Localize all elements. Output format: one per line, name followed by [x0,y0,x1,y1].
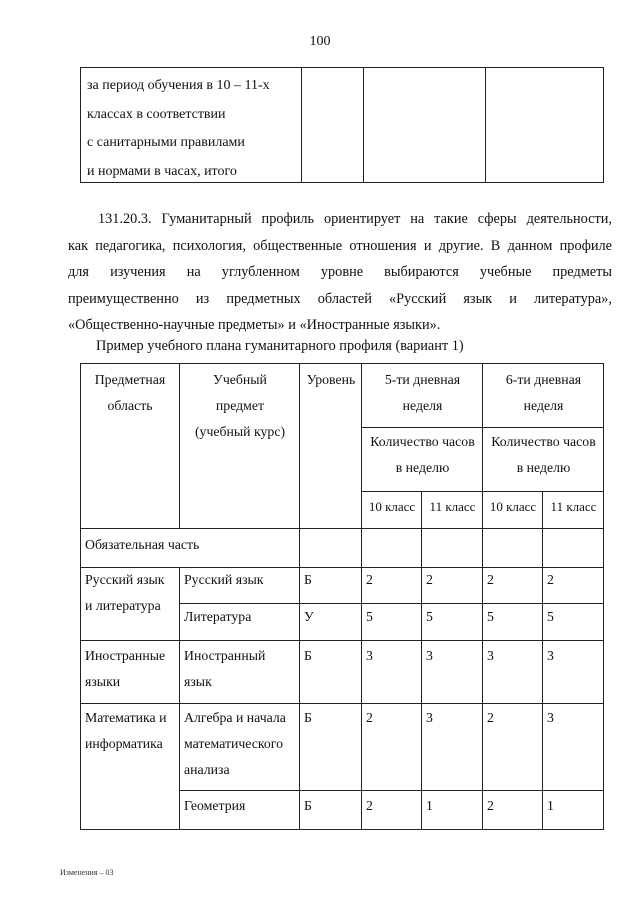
subject-cell: Геометрия [184,798,246,813]
level-cell: Б [304,798,312,813]
subject-cell: Иностранный язык [184,648,266,689]
table-grid-line [80,640,604,641]
hours-cell: 5 [487,609,494,624]
hours-cell: 3 [487,648,494,663]
page-number: 100 [309,34,331,49]
header-grade: 10 класс [368,499,416,514]
hours-cell: 2 [487,798,494,813]
paragraph-line: как педагогика, психология, общественные отношения и другие. В данном профиле [68,237,612,254]
mandatory-part-label: Обязательная часть [85,537,200,552]
header-hours-5day: Количество часов в неделю [370,434,475,475]
table-grid-line [421,491,422,830]
text-line: с санитарными правилами [87,135,245,150]
header-grade: 11 класс [550,499,597,514]
header-area: Предметная область [94,372,166,413]
hours-cell: 3 [426,648,433,663]
table-grid-line [542,491,543,830]
paragraph-line: для изучения на углубленном уровне выбираются учебные предметы [68,264,612,281]
header-5day-week: 5-ти дневная неделя [384,372,461,413]
header-grade: 11 класс [429,499,476,514]
paragraph-line: 131.20.3. Гуманитарный профиль ориентирует на такие сферы деятельности, [98,211,612,227]
hours-cell: 2 [547,572,554,587]
header-level: Уровень [306,372,356,387]
hours-cell: 2 [487,710,494,725]
area-cell: Русский язык и литература [85,572,165,613]
continued-table [80,67,604,183]
curriculum-table [80,363,604,830]
hours-cell: 2 [366,710,373,725]
table-grid-line [80,703,604,704]
hours-cell: 5 [426,609,433,624]
text-line: и нормами в часах, итого [87,163,237,179]
hours-cell: 2 [366,798,373,813]
hours-cell: 1 [426,798,433,813]
hours-cell: 2 [426,572,433,587]
table-border [80,829,604,830]
level-cell: Б [304,710,312,725]
table-border [80,363,81,830]
hours-cell: 2 [487,572,494,587]
column-divider [301,68,302,182]
column-divider [363,68,364,182]
footer-note: Изменения – 03 [60,868,114,877]
subject-cell: Русский язык [184,572,264,587]
hours-cell: 3 [366,648,373,663]
hours-cell: 1 [547,798,554,813]
continued-row-label [87,72,299,186]
subject-cell: Алгебра и начала математического анализа [184,710,286,777]
hours-cell: 5 [366,609,373,624]
text-line: за период обучения в 10 – 11-х [87,78,270,93]
level-cell: Б [304,648,312,663]
column-divider [485,68,486,182]
level-cell: Б [304,572,312,587]
hours-cell: 2 [366,572,373,587]
header-grade: 10 класс [489,499,537,514]
header-6day-week: 6-ти дневная неделя [505,372,582,413]
paragraph-line: преимущественно из предметных областей «Русский язык и литература», [68,290,612,307]
hours-cell: 3 [547,648,554,663]
table-grid-line [361,491,604,492]
table-border [80,363,604,364]
table-grid-line [80,528,604,529]
paragraph-line: «Общественно-научные предметы» и «Иностранные языки». [68,317,441,334]
subject-cell: Литература [184,609,252,624]
table-caption: Пример учебного плана гуманитарного профиля (вариант 1) [96,338,464,354]
profile-paragraph [68,206,612,339]
level-cell: У [304,609,314,624]
header-hours-6day: Количество часов в неделю [491,434,596,475]
hours-cell: 3 [547,710,554,725]
hours-cell: 5 [547,609,554,624]
table-grid-line [180,790,604,791]
hours-cell: 3 [426,710,433,725]
text-line: классах в соответствии [87,106,226,122]
area-cell: Иностранные языки [85,648,166,689]
table-grid-line [361,427,604,428]
area-cell: Математика и информатика [85,710,167,751]
header-subject: Учебный предмет (учебный курс) [194,372,286,439]
